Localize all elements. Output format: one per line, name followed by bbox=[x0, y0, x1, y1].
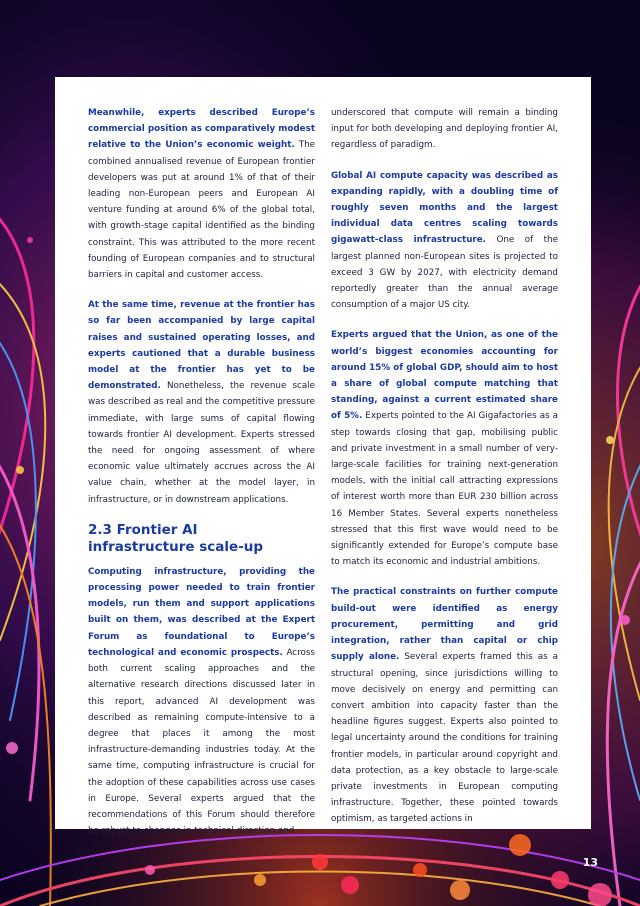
paragraph-body: Nonetheless, the revenue scale was described as real and the competitive pressure immediate, with large sums of capital flowing towards frontier AI development. Experts stressed the need for ongoing assessment of where economic value ultimately accrues across the AI value chain, whether at the model layer, in infrastructure, or in downstream applications. bbox=[88, 381, 315, 505]
paragraph-revenue-frontier bbox=[88, 297, 315, 508]
paragraph-lead: At the same time, revenue at the frontier has so far been accompanied by large capital raises and sustained operating losses, and experts cautioned that a durable business model at the frontier has yet to be demonstrated. bbox=[88, 300, 315, 392]
paragraph-lead: Global AI compute capacity was described as expanding rapidly, with a doubling time of roughly seven months and the largest individual data centres scaling towards gigawatt-class infrastructure. bbox=[331, 170, 558, 246]
paragraph-computing-infrastructure bbox=[88, 564, 315, 839]
paragraph-continuation: underscored that compute will remain a binding input for both developing and deploying frontier AI, regardless of paradigm. bbox=[331, 108, 558, 151]
paragraph-commercial-position bbox=[88, 105, 315, 283]
paragraph-lead: Computing infrastructure, providing the processing power needed to train frontier models, run them and support applications built on them, was described at the Expert Forum as foundational to Europe’s technological and economic prospects. bbox=[88, 566, 315, 658]
paragraph-global-compute bbox=[331, 168, 558, 314]
paragraph-practical-constraints bbox=[331, 584, 558, 827]
paragraph-lead: The practical constraints on further compute build-out were identified as energy procurement, permitting and grid integration, rather than capital or chip supply alone. bbox=[331, 587, 558, 663]
paragraph-body: Experts pointed to the AI Gigafactories as a step towards closing that gap, mobilising public and private investment in a small number of very-large-scale facilities for training next-generation models, with the initial call attracting expressions of interest worth more than EUR 230 billion across 16 Member States. Several experts nonetheless stressed that this first wave would need to be significantly extended for Europe’s compute base to match its economic and industrial ambitions. bbox=[331, 411, 558, 568]
text-page-card bbox=[55, 77, 591, 837]
paragraph-body: Across both current scaling approaches and the alternative research directions discussed later in this report, advanced AI development was described as remaining compute-intensive to a degree that places it among the most infrastructure-demanding industries today. At the same time, computing infrastructure is crucial for the adoption of these capabilities across use cases in Europe. Several experts argued that the recommendations of this Forum should therefore be robust to changes in technical direction and bbox=[88, 647, 315, 837]
paragraph-union-share bbox=[331, 327, 558, 570]
paragraph-body: Several experts framed this as a structural opening, since jurisdictions willing to move decisively on energy and permitting can convert ambition into capacity faster than the headline figures suggest. Experts also pointed to legal uncertainty around the conditions for training frontier models, in particular around copyright and data protection, as a key obstacle to large-scale private investments in European computing infrastructure. Together, these pointed towards optimism, as targeted actions in bbox=[331, 652, 558, 825]
page-number: 13 bbox=[582, 856, 598, 869]
left-column bbox=[88, 105, 315, 853]
paragraph-lead: Experts argued that the Union, as one of the world’s biggest economies accounting for around 15% of global GDP, should aim to host a share of global compute matching that standing, against a current estimated share of 5%. bbox=[331, 330, 558, 422]
section-heading-line2: infrastructure scale-up bbox=[88, 538, 264, 555]
section-heading bbox=[88, 522, 315, 556]
paragraph-body: The combined annualised revenue of European frontier developers was put at around 1% of that of their leading non-European peers and European AI venture funding at around 6% of the global total, with growth-stage capital identified as the binding constraint. This was attributed to the more recent founding of European companies and to structural barriers in capital and customer access. bbox=[88, 140, 316, 281]
section-heading-line1: 2.3 Frontier AI bbox=[88, 521, 198, 538]
right-column bbox=[331, 105, 558, 842]
paragraph-lead: Meanwhile, experts described Europe’s commercial position as comparatively modest relative to the Union’s economic weight. bbox=[88, 108, 315, 151]
paragraph-body: One of the largest planned non-European sites is projected to exceed 3 GW by 2027, with electricity demand reportedly greater than the annual average consumption of a major US city. bbox=[331, 235, 558, 311]
